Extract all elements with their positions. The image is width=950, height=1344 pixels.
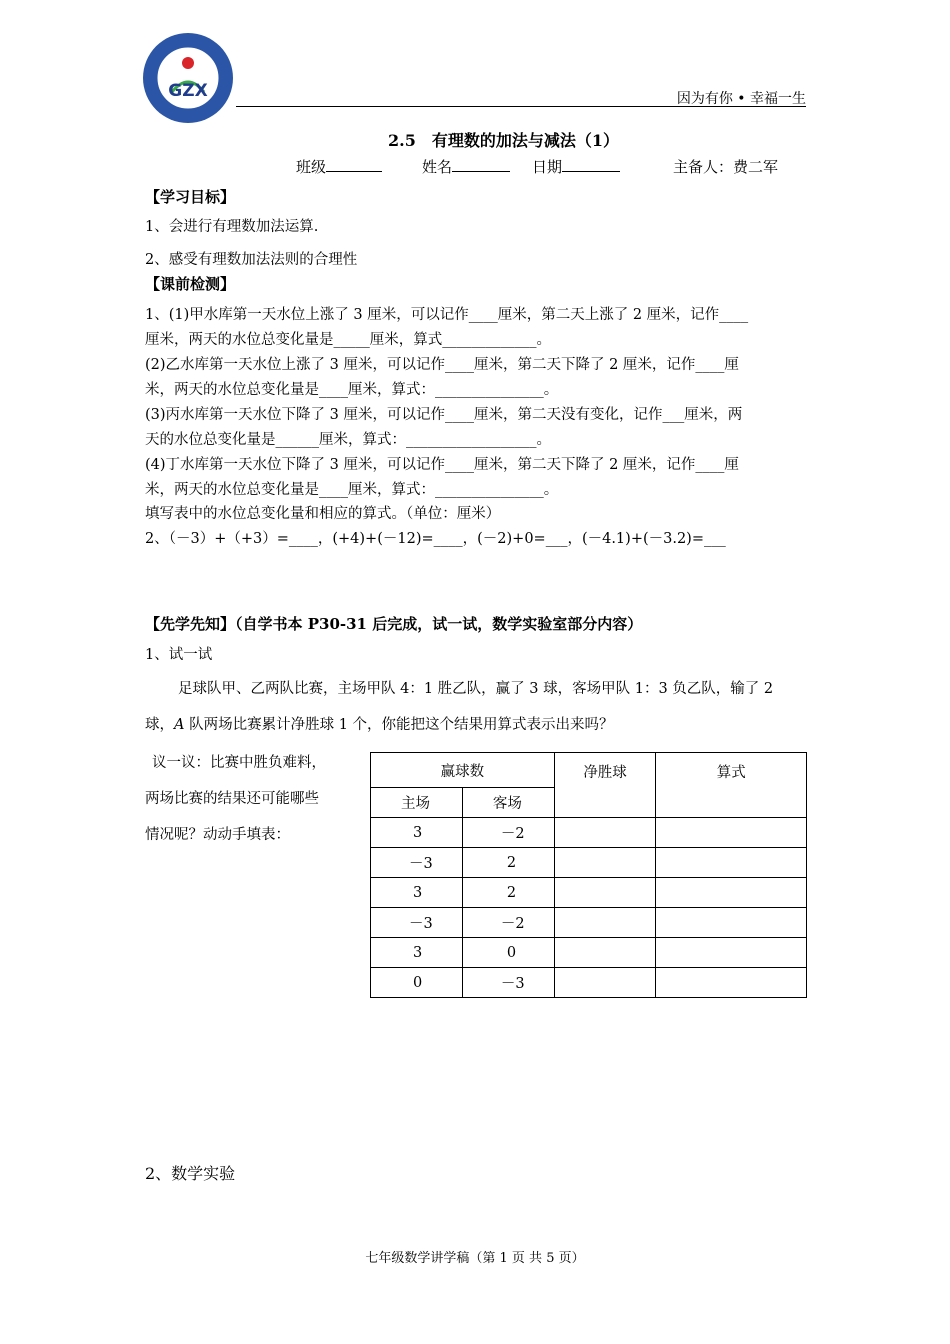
discuss-line: 两场比赛的结果还可能哪些 [145, 791, 319, 807]
name-label: 姓名 [422, 158, 453, 176]
table-header-row [371, 753, 807, 788]
cell-home: 3 [371, 938, 463, 968]
precheck-line: 厘米，两天的水位总变化量是_____厘米，算式_____________。 [145, 332, 551, 348]
table-row [371, 878, 807, 908]
precheck-line: 天的水位总变化量是______厘米，算式：__________________。 [145, 432, 551, 448]
cell-net[interactable] [554, 938, 656, 968]
header-away: 客场 [462, 788, 554, 818]
header-motto: 因为有你 • 幸福一生 [676, 91, 806, 107]
header-home: 主场 [371, 788, 463, 818]
table-row [371, 968, 807, 998]
precheck-heading: 【课前检测】 [145, 275, 236, 293]
team-label: A [174, 717, 185, 733]
precheck-line: 1、(1)甲水库第一天水位上涨了 3 厘米，可以记作____厘米，第二天上涨了 2 厘米，记作____ [145, 307, 749, 323]
class-label: 班级 [296, 158, 327, 176]
goals-heading: 【学习目标】 [145, 188, 236, 206]
class-blank[interactable] [326, 157, 382, 172]
name-field [422, 156, 510, 177]
cell-away: 2 [462, 878, 554, 908]
try-paragraph-2 [145, 713, 614, 734]
cell-away: －2 [462, 818, 554, 848]
cell-net[interactable] [554, 908, 656, 938]
precheck-instruction: 填写表中的水位总变化量和相应的算式。（单位：厘米） [145, 506, 501, 522]
try-heading: 1、试一试 [145, 647, 213, 663]
preparer: 主备人：费二军 [673, 158, 779, 176]
try-paragraph-rest: 队两场比赛累计净胜球 1 个，你能把这个结果用算式表示出来吗？ [184, 717, 614, 733]
precheck-line: 米，两天的水位总变化量是____厘米，算式：_______________。 [145, 482, 559, 498]
discuss-line: 情况呢？动动手填表： [145, 827, 290, 843]
cell-net[interactable] [554, 818, 656, 848]
table-row [371, 938, 807, 968]
cell-formula[interactable] [656, 848, 807, 878]
experiment-heading: 2、数学实验 [145, 1164, 236, 1183]
date-label: 日期 [532, 158, 563, 176]
goal-item: 1、会进行有理数加法运算. [145, 219, 319, 235]
cell-formula[interactable] [656, 908, 807, 938]
cell-net[interactable] [554, 968, 656, 998]
date-blank[interactable] [562, 157, 620, 172]
precheck-line: (4)丁水库第一天水位下降了 3 厘米，可以记作____厘米，第二天下降了 2 厘米，记作____厘 [145, 457, 739, 473]
cell-home: －3 [371, 908, 463, 938]
cell-net[interactable] [554, 878, 656, 908]
date-field [532, 156, 620, 177]
cell-formula[interactable] [656, 818, 807, 848]
cell-formula[interactable] [656, 938, 807, 968]
class-field [296, 156, 382, 177]
precheck-line: (3)丙水库第一天水位下降了 3 厘米，可以记作____厘米，第二天没有变化，记作___厘米，两 [145, 407, 743, 423]
cell-formula[interactable] [656, 968, 807, 998]
precheck-line: 2、（－3）+（+3）=____，(+4)+(－12)=____，(－2)+0=___，(－4.1)+(－3.2)=___ [145, 531, 726, 547]
try-paragraph: 足球队甲、乙两队比赛，主场甲队 4：1 胜乙队，赢了 3 球，客场甲队 1：3 负乙队，输了 2 [178, 681, 774, 697]
page-footer: 七年级数学讲学稿（第 1 页 共 5 页） [365, 1251, 585, 1266]
try-paragraph-start: 球， [145, 717, 174, 733]
score-table [370, 752, 807, 998]
header-goals: 赢球数 [371, 753, 555, 788]
goal-item: 2、感受有理数加法法则的合理性 [145, 252, 358, 268]
cell-away: 0 [462, 938, 554, 968]
cell-home: 3 [371, 818, 463, 848]
logo-lettering: GZX [168, 81, 208, 101]
discuss-line: 议一议：比赛中胜负难料， [152, 755, 326, 771]
cell-net[interactable] [554, 848, 656, 878]
cell-away: －2 [462, 908, 554, 938]
cell-home: 0 [371, 968, 463, 998]
prelearn-heading: 【先学先知】（自学书本 P30-31 后完成，试一试，数学实验室部分内容） [145, 615, 643, 633]
name-blank[interactable] [452, 157, 510, 172]
table-row [371, 908, 807, 938]
cell-away: 2 [462, 848, 554, 878]
table-row [371, 848, 807, 878]
table-row [371, 818, 807, 848]
precheck-line: (2)乙水库第一天水位上涨了 3 厘米，可以记作____厘米，第二天下降了 2 厘米，记作____厘 [145, 357, 739, 373]
cell-home: －3 [371, 848, 463, 878]
page-title: 2.5 有理数的加法与减法（1） [388, 131, 619, 150]
precheck-line: 米，两天的水位总变化量是____厘米，算式：_______________。 [145, 382, 559, 398]
cell-formula[interactable] [656, 878, 807, 908]
cell-away: －3 [462, 968, 554, 998]
school-logo [142, 32, 234, 124]
header-formula: 算式 [656, 753, 807, 818]
cell-home: 3 [371, 878, 463, 908]
header-net: 净胜球 [554, 753, 656, 818]
